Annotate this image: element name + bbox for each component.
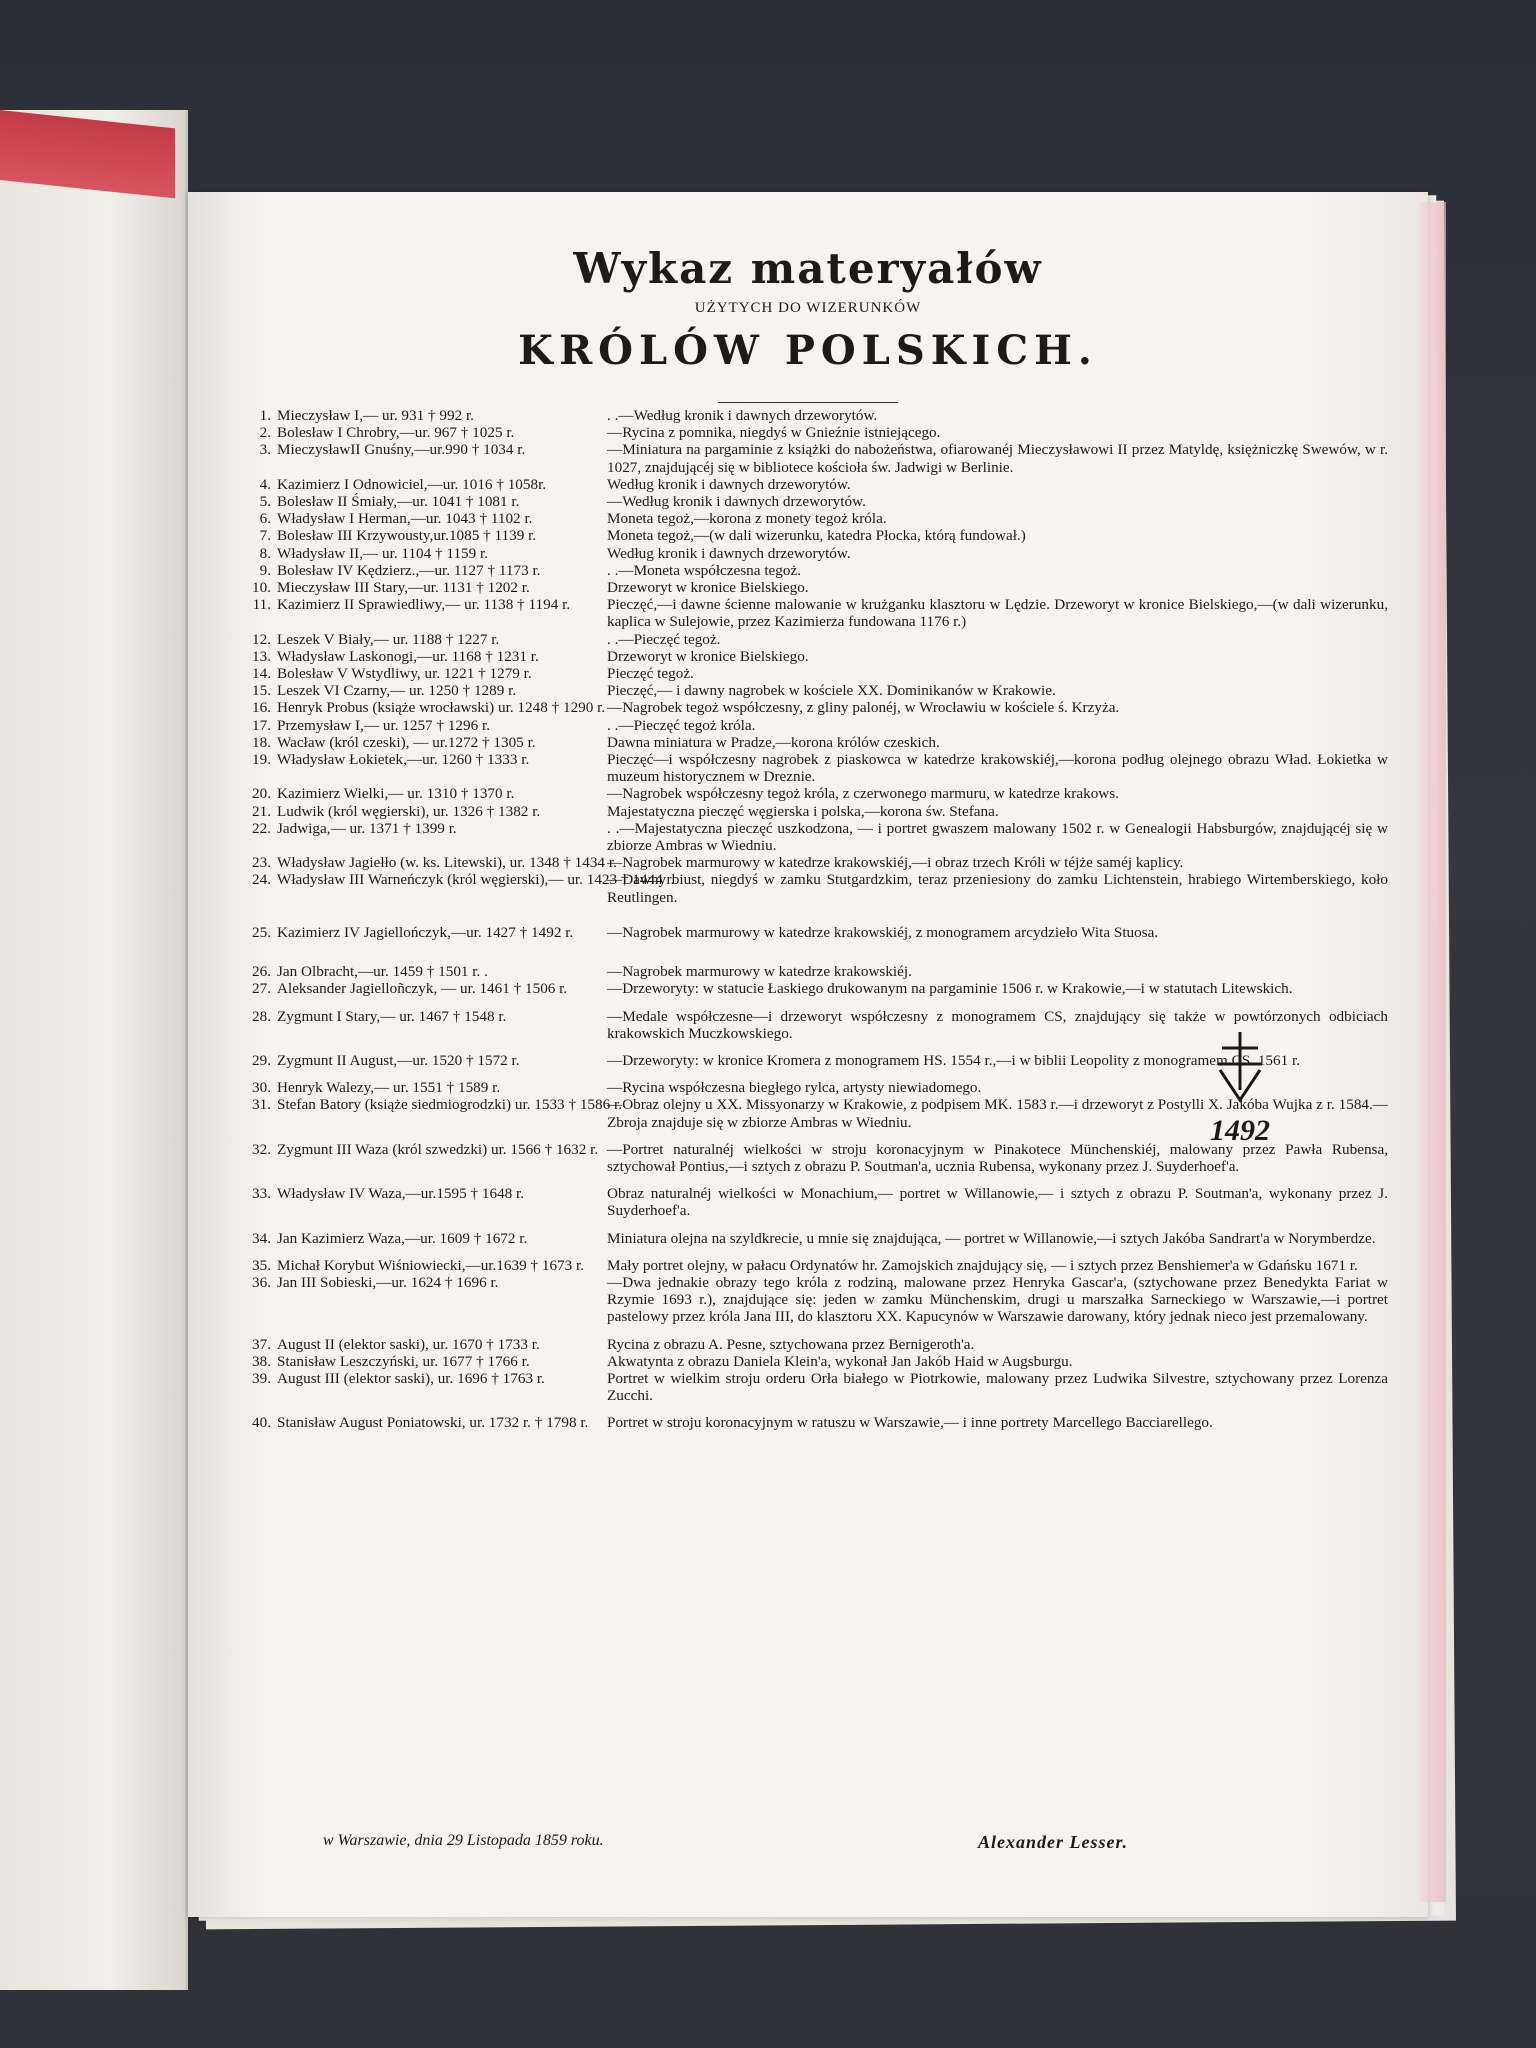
entry-number: 1. xyxy=(259,407,271,424)
entry-number: 7. xyxy=(259,527,271,545)
list-item xyxy=(243,1230,1388,1247)
entry-number: 12. xyxy=(252,630,271,648)
entry-name: Kazimierz I Odnowiciel,—ur. 1016 † 1058r. xyxy=(277,475,547,493)
entry-description: Majestatyczna pieczęć węgierska i polska,—korona św. Stefana. xyxy=(607,802,999,820)
entry-description: Drzeworyt w kronice Bielskiego. xyxy=(607,579,809,597)
footer-signature: Alexander Lesser. xyxy=(978,1832,1128,1852)
entry-name: Leszek VI Czarny,— ur. 1250 † 1289 r. xyxy=(277,682,517,700)
list-item xyxy=(243,980,1388,997)
list-item xyxy=(243,648,1388,665)
entry-description: . .—Pieczęć tegoż. xyxy=(607,630,721,648)
list-item xyxy=(243,407,1388,424)
entry-description: Portret w stroju koronacyjnym w ratuszu w Warszawie,— i inne portrety Marcellego Bacciarellego. xyxy=(607,1414,1213,1432)
list-item xyxy=(243,924,1388,941)
entry-name: Władysław I Herman,—ur. 1043 † 1102 r. xyxy=(277,510,533,528)
list-item xyxy=(243,820,1388,854)
title-line-1: Wykaz materyałów xyxy=(573,244,1043,293)
entry-number: 30. xyxy=(252,1079,271,1097)
list-item xyxy=(243,596,1388,630)
entry-name: Henryk Walezy,— ur. 1551 † 1589 r. xyxy=(277,1079,501,1097)
entry-number: 16. xyxy=(252,699,271,717)
entry-description: —Rycina współczesna biegłego rylca, artysty niewiadomego. xyxy=(607,1079,982,1097)
entry-description: Pieczęć tegoż. xyxy=(607,665,694,683)
entry-number: 39. xyxy=(252,1369,271,1387)
monogram-cross-icon xyxy=(1210,1030,1270,1110)
left-page-edge xyxy=(0,110,188,1990)
entry-name: Bolesław V Wstydliwy, ur. 1221 † 1279 r. xyxy=(277,665,532,683)
list-item xyxy=(243,699,1388,716)
entry-description: Rycina z obrazu A. Pesne, sztychowana przez Bernigeroth'a. xyxy=(607,1335,975,1353)
entry-number: 34. xyxy=(252,1229,271,1247)
entry-name: Ludwik (król węgierski), ur. 1326 † 1382 r. xyxy=(277,802,541,820)
entry-name: Wacław (król czeski), — ur.1272 † 1305 r. xyxy=(277,733,536,751)
list-item xyxy=(243,424,1388,441)
entry-description: —Portret naturalnéj wielkości w stroju koronacyjnym w Pinakotece Münchenskiéj, malowany przez Pawła Rubensa, sztychował Pontius,—i sztych z obrazu P. Soutman'a, ucznia Rubensa, wykonany przez J. Suyderhoef'a. xyxy=(607,1140,1388,1175)
entry-name: Jan Olbracht,—ur. 1459 † 1501 r. . xyxy=(277,963,488,981)
entry-number: 22. xyxy=(252,819,271,837)
entry-number: 23. xyxy=(252,854,271,872)
entry-name: Michał Korybut Wiśniowiecki,—ur.1639 † 1673 r. xyxy=(277,1256,585,1274)
entry-number: 5. xyxy=(259,493,271,511)
entry-number: 21. xyxy=(252,802,271,820)
entry-description: Mały portret olejny, w pałacu Ordynatów hr. Zamojskich znajdujący się, — i sztych przez Benshiemer'a w Gdańsku 1671 r. xyxy=(607,1256,1358,1274)
entry-name: Kazimierz Wielki,— ur. 1310 † 1370 r. xyxy=(277,785,515,803)
list-item xyxy=(243,1353,1388,1370)
entry-description: Pieczęć—i współczesny nagrobek z piaskowca w katedrze krakowskiéj,—korona podług olejnego obrazu Wład. Łokietka w muzeum historycznem w Dreznie. xyxy=(607,751,1388,786)
entry-description: —Według kronik i dawnych drzeworytów. xyxy=(607,493,866,511)
entry-description: —Miniatura na pargaminie z książki do nabożeństwa, ofiarowanéj Mieczysławowi II przez Matyldę, księżniczkę Swewów, w r. 1027, znajdującéj się w bibliotece kościoła św. Jadwigi w Berlinie. xyxy=(607,441,1388,476)
entry-number: 17. xyxy=(252,716,271,734)
entry-number: 19. xyxy=(252,751,271,769)
entry-number: 2. xyxy=(259,424,271,442)
entry-name: Bolesław I Chrobry,—ur. 967 † 1025 r. xyxy=(277,424,515,442)
list-item xyxy=(243,441,1388,475)
entry-description: Portret w wielkim stroju orderu Orła białego w Piotrkowie, malowany przez Ludwika Silvestre, sztychowany przez Lorenza Zucchi. xyxy=(607,1369,1388,1405)
entry-number: 38. xyxy=(252,1352,271,1370)
entry-description: —Nagrobek marmurowy w katedrze krakowskiéj. xyxy=(607,963,912,981)
entry-name: Władysław Jagiełło (w. ks. Litewski), ur. 1348 † 1434 r. xyxy=(277,854,617,872)
title-line-3: KRÓLÓW POLSKICH. xyxy=(518,327,1098,374)
entry-name: Bolesław II Śmiały,—ur. 1041 † 1081 r. xyxy=(277,493,520,511)
entry-description: Według kronik i dawnych drzeworytów. xyxy=(607,475,851,493)
entry-name: Kazimierz IV Jagiellończyk,—ur. 1427 † 1492 r. xyxy=(277,923,574,941)
entry-name: Władysław Laskonogi,—ur. 1168 † 1231 r. xyxy=(277,647,539,665)
entry-number: 10. xyxy=(252,579,271,597)
list-item xyxy=(243,682,1388,699)
list-item xyxy=(243,1414,1388,1431)
entry-description: Pieczęć,—i dawne ścienne malowanie w krużganku klasztoru w Lędzie. Drzeworyt w kronice Bielskiego,—(w dali wizerunku, kaplica w Sulejowie, przez Kazimierza fundowana 1176 r.) xyxy=(607,596,1388,631)
entry-name: Stanisław Leszczyński, ur. 1677 † 1766 r. xyxy=(277,1352,530,1370)
entry-name: August II (elektor saski), ur. 1670 † 1733 r. xyxy=(277,1335,540,1353)
entry-name: Leszek V Biały,— ur. 1188 † 1227 r. xyxy=(277,630,500,648)
entry-name: Władysław IV Waza,—ur.1595 † 1648 r. xyxy=(277,1185,525,1203)
entry-number: 11. xyxy=(252,596,271,614)
entry-number: 32. xyxy=(252,1140,271,1158)
entry-description: Według kronik i dawnych drzeworytów. xyxy=(607,544,851,562)
entry-number: 3. xyxy=(259,441,271,459)
entry-name: Mieczysław I,— ur. 931 † 992 r. xyxy=(277,407,474,424)
entry-name: Mieczysław III Stary,—ur. 1131 † 1202 r. xyxy=(277,579,530,597)
entry-name: Zygmunt I Stary,— ur. 1467 † 1548 r. xyxy=(277,1007,507,1025)
entry-description: —Obraz olejny u XX. Missyonarzy w Krakowie, z podpisem MK. 1583 r.—i drzeworyt z Postylli X. Jakóba Wujka z r. 1584.—Zbroja znajduje się w zbiorze Ambras w Wiedniu. xyxy=(607,1096,1388,1131)
entry-number: 9. xyxy=(259,561,271,579)
entry-number: 29. xyxy=(252,1051,271,1069)
entry-description: —Nagrobek marmurowy w katedrze krakowskiéj, z monogramem arcydzieło Wita Stuosa. xyxy=(607,923,1159,941)
entries-list xyxy=(243,407,1388,1432)
entry-description: Miniatura olejna na szyldkrecie, u mnie się znajdująca, — portret w Willanowie,—i sztych Jakóba Sandrart'a w Norymberdze. xyxy=(607,1229,1376,1247)
entry-number: 36. xyxy=(252,1273,271,1291)
entry-number: 8. xyxy=(259,544,271,562)
entry-number: 13. xyxy=(252,647,271,665)
list-item xyxy=(243,476,1388,493)
list-item xyxy=(243,579,1388,596)
list-item xyxy=(243,510,1388,527)
list-item xyxy=(243,963,1388,980)
list-item xyxy=(243,527,1388,544)
list-item xyxy=(243,734,1388,751)
list-item xyxy=(243,751,1388,785)
entry-number: 40. xyxy=(252,1414,271,1432)
entry-description: . .—Moneta współczesna tegoż. xyxy=(607,561,802,579)
list-item xyxy=(243,1257,1388,1274)
entry-name: Zygmunt II August,—ur. 1520 † 1572 r. xyxy=(277,1051,520,1069)
list-item xyxy=(243,665,1388,682)
entry-name: Władysław II,— ur. 1104 † 1159 r. xyxy=(277,544,489,562)
document-page xyxy=(188,192,1428,1917)
entry-description: —Drzeworyty: w statucie Łaskiego drukowanym na pargaminie 1506 r. w Krakowie,—i w statutach Litewskich. xyxy=(607,980,1293,998)
entry-name: Jan III Sobieski,—ur. 1624 † 1696 r. xyxy=(277,1273,499,1291)
list-item xyxy=(243,631,1388,648)
entry-description: . .—Według kronik i dawnych drzeworytów. xyxy=(607,407,878,424)
entry-name: Kazimierz II Sprawiedliwy,— ur. 1138 † 1194 r. xyxy=(277,596,571,614)
entry-description: —Medale współczesne—i drzeworyt współczesny z monogramem CS, znajdujący się także w powtórzonych odbiciach krakowskich Muczkowskiego. xyxy=(607,1007,1388,1042)
entry-description: Moneta tegoż,—korona z monety tegoż króla. xyxy=(607,510,887,528)
entry-description: Dawna miniatura w Pradze,—korona królów czeskich. xyxy=(607,733,940,751)
entry-number: 24. xyxy=(252,871,271,889)
entry-description: Moneta tegoż,—(w dali wizerunku, katedra Płocka, którą fundował.) xyxy=(607,527,1026,545)
page-edge-stain xyxy=(1420,202,1446,1902)
title-line-2: UŻYTYCH DO WIZERUNKÓW xyxy=(694,300,922,316)
entry-name: Przemysław I,— ur. 1257 † 1296 r. xyxy=(277,716,491,734)
entry-number: 37. xyxy=(252,1335,271,1353)
entry-name: Henryk Probus (książe wrocławski) ur. 1248 † 1290 r. xyxy=(277,699,606,717)
entry-number: 15. xyxy=(252,682,271,700)
entry-description: . .—Majestatyczna pieczęć uszkodzona, — i portret gwaszem malowany 1502 r. w Genealogii Habsburgów, znajdującéj się w zbiorze Ambras w Wiedniu. xyxy=(607,819,1388,855)
entry-description: —Nagrobek tegoż współczesny, z gliny palonéj, w Wrocławiu w kościele ś. Krzyża. xyxy=(607,699,1120,717)
entry-name: Aleksander Jagielloñczyk, — ur. 1461 † 1506 r. xyxy=(277,980,568,998)
entry-description: Obraz naturalnéj wielkości w Monachium,— portret w Willanowie,— i sztych z obrazu P. Soutman'a, wykonany przez J. Suyderhoef'a. xyxy=(607,1185,1388,1220)
list-item xyxy=(243,1370,1388,1404)
list-item xyxy=(243,803,1388,820)
list-item xyxy=(243,1336,1388,1353)
list-item xyxy=(243,854,1388,871)
entry-number: 33. xyxy=(252,1185,271,1203)
entry-number: 35. xyxy=(252,1256,271,1274)
entry-number: 25. xyxy=(252,923,271,941)
footer-date: w Warszawie, dnia 29 Listopada 1859 roku. xyxy=(323,1832,604,1849)
entry-name: Stefan Batory (książe siedmiogrodzki) ur. 1533 † 1586 r. xyxy=(277,1096,623,1114)
list-item xyxy=(243,562,1388,579)
entry-name: Stanisław August Poniatowski, ur. 1732 r. † 1798 r. xyxy=(277,1414,589,1432)
list-item xyxy=(243,545,1388,562)
entry-description: Pieczęć,— i dawny nagrobek w kościele XX. Dominikanów w Krakowie. xyxy=(607,682,1056,700)
entry-name: Władysław III Warneńczyk (król węgierski),— ur. 1423 † 1444 r. xyxy=(277,871,675,889)
entry-description: —Rycina z pomnika, niegdyś w Gnieźnie istniejącego. xyxy=(607,424,941,442)
entry-name: Zygmunt III Waza (król szwedzki) ur. 1566 † 1632 r. xyxy=(277,1140,599,1158)
entry-number: 26. xyxy=(252,963,271,981)
entry-number: 20. xyxy=(252,785,271,803)
entry-description: —Nagrobek marmurowy w katedrze krakowskiéj,—i obraz trzech Króli w téjże saméj kaplicy. xyxy=(607,854,1184,872)
entry-number: 31. xyxy=(252,1096,271,1114)
entry-number: 14. xyxy=(252,665,271,683)
entry-name: Bolesław III Krzywousty,ur.1085 † 1139 r. xyxy=(277,527,537,545)
entry-description: —Dwa jednakie obrazy tego króla z rodziną, malowane przez Henryka Gascar'a, (sztychowane przez Benedykta Fariat w Rzymie 1693 r.), znajdujące się: jeden w zamku Münchenskim, drugi u marszałka Sarneckiego w Warszawie,—i portret pastelowy przez króla Jana III, do klasztoru XX. Kapucynów w Warszawie darowany, który jednak nieco jest przemalowany. xyxy=(607,1273,1388,1326)
title-rule xyxy=(718,402,898,403)
entry-name: August III (elektor saski), ur. 1696 † 1763 r. xyxy=(277,1369,545,1387)
entry-number: 28. xyxy=(252,1007,271,1025)
entry-description: —Drzeworyty: w kronice Kromera z monogramem HS. 1554 r.,—i w biblii Leopolity z monogramem CS. 1561 r. xyxy=(607,1051,1301,1069)
list-item xyxy=(243,1185,1388,1219)
list-item xyxy=(243,785,1388,802)
entry-name: Jadwiga,— ur. 1371 † 1399 r. xyxy=(277,819,457,837)
entry-description: —Dawny biust, niegdyś w zamku Stutgardzkim, teraz przeniesiony do zamku Lichtenstein, hrabiego Wirtemberskiego, koło Reutlingen. xyxy=(607,871,1388,906)
entry-number: 18. xyxy=(252,733,271,751)
monogram-year: 1492 xyxy=(1210,1114,1270,1147)
entry-description: —Nagrobek współczesny tegoż króla, z czerwonego marmuru, w katedrze krakows. xyxy=(607,785,1119,803)
list-item xyxy=(243,1274,1388,1326)
entry-name: Władysław Łokietek,—ur. 1260 † 1333 r. xyxy=(277,751,530,769)
entry-description: . .—Pieczęć tegoż króla. xyxy=(607,716,756,734)
entry-number: 27. xyxy=(252,980,271,998)
entry-name: MieczysławII Gnuśny,—ur.990 † 1034 r. xyxy=(277,441,526,459)
entry-name: Jan Kazimierz Waza,—ur. 1609 † 1672 r. xyxy=(277,1229,528,1247)
entry-description: Drzeworyt w kronice Bielskiego. xyxy=(607,647,809,665)
entry-name: Bolesław IV Kędzierz.,—ur. 1127 † 1173 r. xyxy=(277,561,541,579)
entry-number: 4. xyxy=(259,475,271,493)
list-item xyxy=(243,717,1388,734)
list-item xyxy=(243,871,1388,905)
entry-description: Akwatynta z obrazu Daniela Klein'a, wykonał Jan Jakób Haid w Augsburgu. xyxy=(607,1352,1073,1370)
entry-number: 6. xyxy=(259,510,271,528)
list-item xyxy=(243,493,1388,510)
